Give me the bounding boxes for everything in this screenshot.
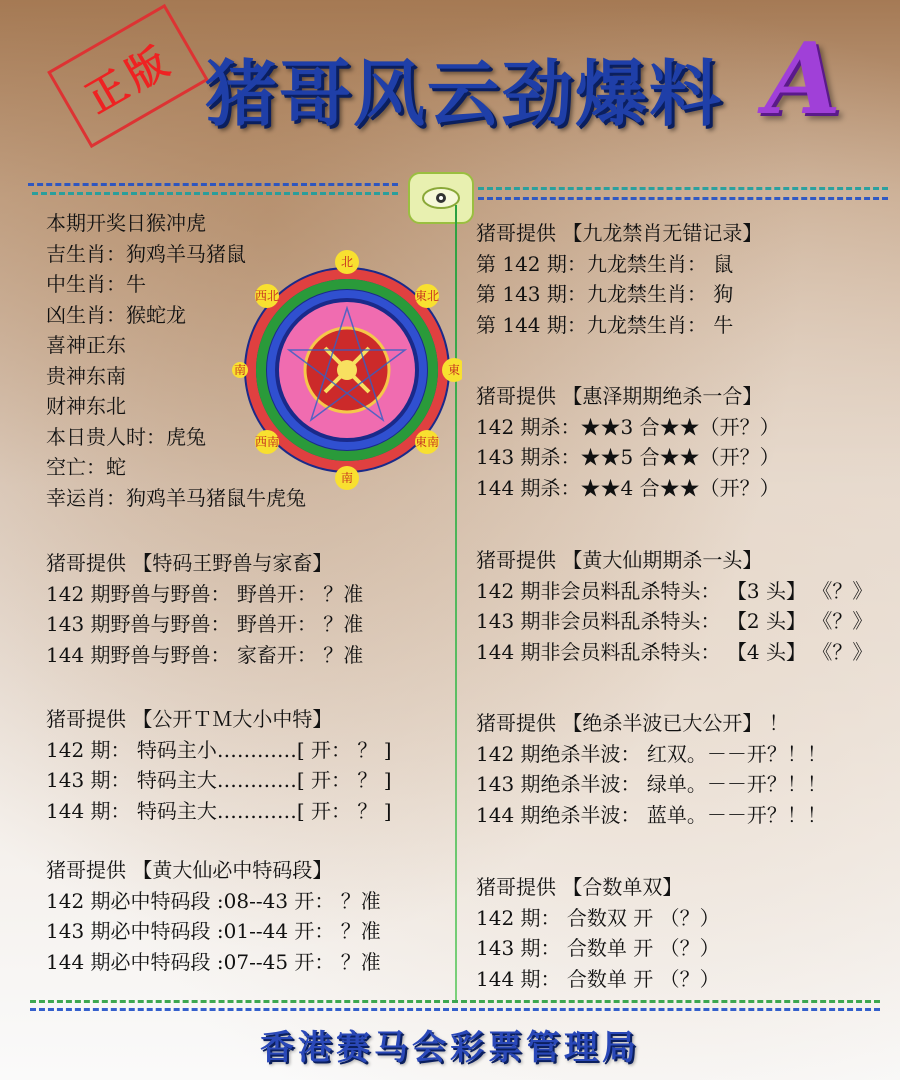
compass-dir-nw: 西北 (254, 289, 280, 303)
wave-divider-top-right-1 (478, 187, 888, 190)
section-row: 142 期： 特码主小…………[ 开： ？ ] (46, 737, 392, 762)
section-title: 猪哥提供 【惠泽期期绝杀一合】 (476, 384, 763, 408)
almanac-line: 幸运肖：狗鸡羊马猪鼠牛虎兔 (46, 485, 306, 510)
almanac-line: 吉生肖：狗鸡羊马猪鼠 (46, 241, 246, 266)
section-row: 143 期非会员料乱杀特头： 【2 头】 《？》 (476, 609, 873, 633)
section-row: 143 期： 合数单 开 （？） (476, 936, 720, 960)
right-section-huize (476, 381, 780, 503)
zhengban-stamp: 正版 (47, 4, 209, 148)
left-section-range (46, 855, 381, 977)
section-row: 142 期： 合数双 开 （？） (476, 905, 720, 930)
section-row: 第 143 期：九龙禁生肖： 狗 (476, 282, 734, 306)
section-row: 144 期杀：★★4 合★★（开？） (476, 475, 780, 500)
compass-dir-w: 南 (233, 363, 247, 377)
compass-dir-ne: 東北 (414, 289, 440, 303)
wave-divider-bottom-2 (30, 1008, 880, 1011)
section-row: 144 期： 特码主大…………[ 开： ？ ] (46, 798, 392, 823)
section-row: 144 期必中特码段 :07--45 开： ？准 (46, 949, 381, 974)
almanac-line: 财神东北 (46, 394, 126, 418)
compass-dir-s: 南 (340, 471, 354, 485)
almanac-line: 中生肖：牛 (46, 272, 146, 296)
section-row: 第 142 期：九龙禁生肖： 鼠 (476, 251, 734, 276)
page-title: 猪哥风云劲爆料 (205, 52, 724, 136)
right-section-banbo (476, 708, 827, 830)
section-title: 猪哥提供 【特码王野兽与家畜】 (46, 551, 333, 575)
section-row: 142 期必中特码段 :08--43 开： ？准 (46, 888, 381, 913)
section-row: 142 期绝杀半波： 红双。－－开？！！ (476, 741, 827, 766)
section-row: 142 期野兽与野兽： 野兽开： ？准 (46, 581, 364, 606)
section-title: 猪哥提供 【合数单双】 (476, 875, 683, 899)
almanac-line: 本日贵人时：虎兔 (46, 424, 206, 449)
section-row: 143 期绝杀半波： 绿单。－－开？！！ (476, 772, 827, 796)
section-row: 142 期非会员料乱杀特头： 【3 头】 《？》 (476, 578, 873, 603)
wave-divider-top-left-2 (32, 192, 398, 195)
almanac-line: 本期开奖日猴冲虎 (46, 211, 206, 235)
section-row: 143 期必中特码段 :01--44 开： ？准 (46, 919, 381, 943)
compass-dir-e: 東 (447, 363, 461, 377)
section-title: 猪哥提供 【公开ＴＭ大小中特】 (46, 707, 333, 731)
right-section-heshu (476, 872, 720, 994)
section-row: 144 期野兽与野兽： 家畜开： ？准 (46, 642, 364, 667)
section-title: 猪哥提供 【绝杀半波已大公开】 ！ (476, 711, 789, 735)
wave-divider-bottom-1 (30, 1000, 880, 1003)
section-row: 143 期杀：★★5 合★★（开？） (476, 445, 780, 469)
almanac-line: 凶生肖：猴蛇龙 (46, 302, 186, 327)
section-row: 144 期绝杀半波： 蓝单。－－开？！！ (476, 802, 827, 827)
section-row: 143 期： 特码主大…………[ 开： ？ ] (46, 768, 392, 792)
almanac-line: 喜神正东 (46, 333, 126, 357)
compass-dir-n: 北 (340, 255, 354, 269)
right-section-tetou (476, 545, 872, 667)
section-title: 猪哥提供 【黄大仙期期杀一头】 (476, 548, 763, 572)
section-row: 142 期杀：★★3 合★★（开？） (476, 414, 780, 439)
left-almanac (46, 208, 306, 513)
footer-org: 香港赛马会彩票管理局 (260, 1028, 640, 1068)
section-row: 第 144 期：九龙禁生肖： 牛 (476, 312, 734, 337)
bagua-emblem-icon (408, 172, 474, 224)
section-row: 144 期： 合数单 开 （？） (476, 966, 720, 991)
left-section-beast (46, 548, 363, 670)
wave-divider-top-left-1 (28, 183, 398, 186)
compass-dir-se: 東南 (414, 435, 440, 449)
edition-letter: A (765, 22, 842, 137)
right-section-jiulong (476, 218, 762, 340)
left-section-size (46, 704, 392, 826)
almanac-line: 空亡：蛇 (46, 455, 126, 479)
section-title: 猪哥提供 【九龙禁肖无错记录】 (476, 221, 763, 245)
almanac-line: 贵神东南 (46, 363, 126, 388)
section-row: 143 期野兽与野兽： 野兽开： ？准 (46, 612, 364, 636)
section-row: 144 期非会员料乱杀特头： 【4 头】 《？》 (476, 639, 873, 664)
wave-divider-top-right-2 (478, 197, 888, 200)
section-title: 猪哥提供 【黄大仙必中特码段】 (46, 858, 333, 882)
compass-dir-sw: 西南 (254, 435, 280, 449)
